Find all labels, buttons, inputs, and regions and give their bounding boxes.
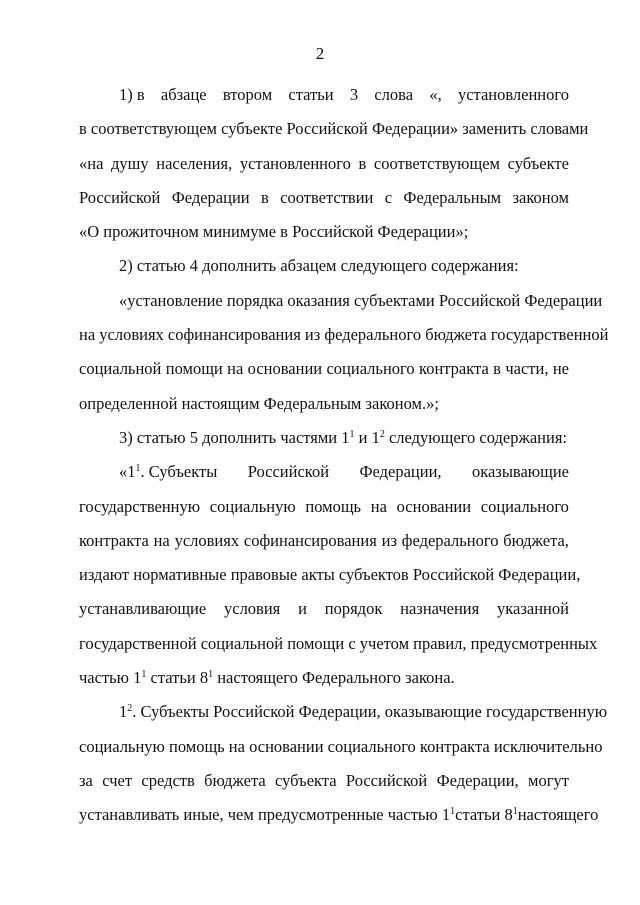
text-line: государственной социальной помощи с учетом правил, предусмотренных [79, 633, 598, 653]
text-line: частью $1^1$ статьи $8^1$ настоящего Федерального закона. [79, 668, 455, 688]
text-line: социальной помощи на основании социального контракта в части, не [79, 359, 569, 379]
text-line: определенной настоящим Федеральным законом.»; [79, 393, 439, 413]
text-line: «на душу населения, установленного в соответствующем субъекте [79, 153, 569, 173]
paragraph-5 [79, 455, 598, 695]
text-line: на условиях софинансирования из федерального бюджета государственной [79, 325, 609, 345]
text-line: в соответствующем субъекте Российской Федерации» заменить словами [79, 119, 589, 139]
document-body [79, 78, 609, 833]
text-line: «установление порядка оказания субъектами Российской Федерации [119, 290, 603, 310]
text-line: «О прожиточном минимуме в Российской Федерации»; [79, 222, 469, 242]
text-line: «$1^1$. Субъекты Российской Федерации, оказывающие [119, 462, 569, 482]
paragraph-6 [79, 695, 608, 832]
text-line: устанавливающие условия и порядок назначения указанной [79, 599, 569, 619]
text-line: устанавливать иные, чем предусмотренные частью $1^1статьи$ $8^1$ настоящего [79, 805, 599, 825]
paragraph-2: 2) статью 4 дополнить абзацем следующего содержания: [119, 256, 519, 276]
text-line: социальную помощь на основании социального контракта исключительно [79, 736, 603, 756]
text-line: за счет средств бюджета субъекта Российской Федерации, могут [79, 770, 569, 790]
page-number: 2 [315, 44, 325, 63]
text-line: государственную социальную помощь на основании социального [79, 496, 569, 516]
text-line: Российской Федерации в соответствии с Федеральным законом [79, 187, 569, 207]
text-line: контракта на условиях софинансирования из федерального бюджета, [79, 530, 569, 550]
text-line: издают нормативные правовые акты субъектов Российской Федерации, [79, 565, 581, 585]
paragraph-1 [79, 78, 589, 249]
text-line: 1) в абзаце втором статьи 3 слова «, установленного [119, 85, 569, 104]
paragraph-4: 3) статью 5 дополнить частями $1^1$ и $1^2$ следующего содержания: [119, 427, 568, 447]
paragraph-3 [79, 284, 609, 421]
text-line: $1^2$. Субъекты Российской Федерации, оказывающие государственную [119, 702, 608, 722]
